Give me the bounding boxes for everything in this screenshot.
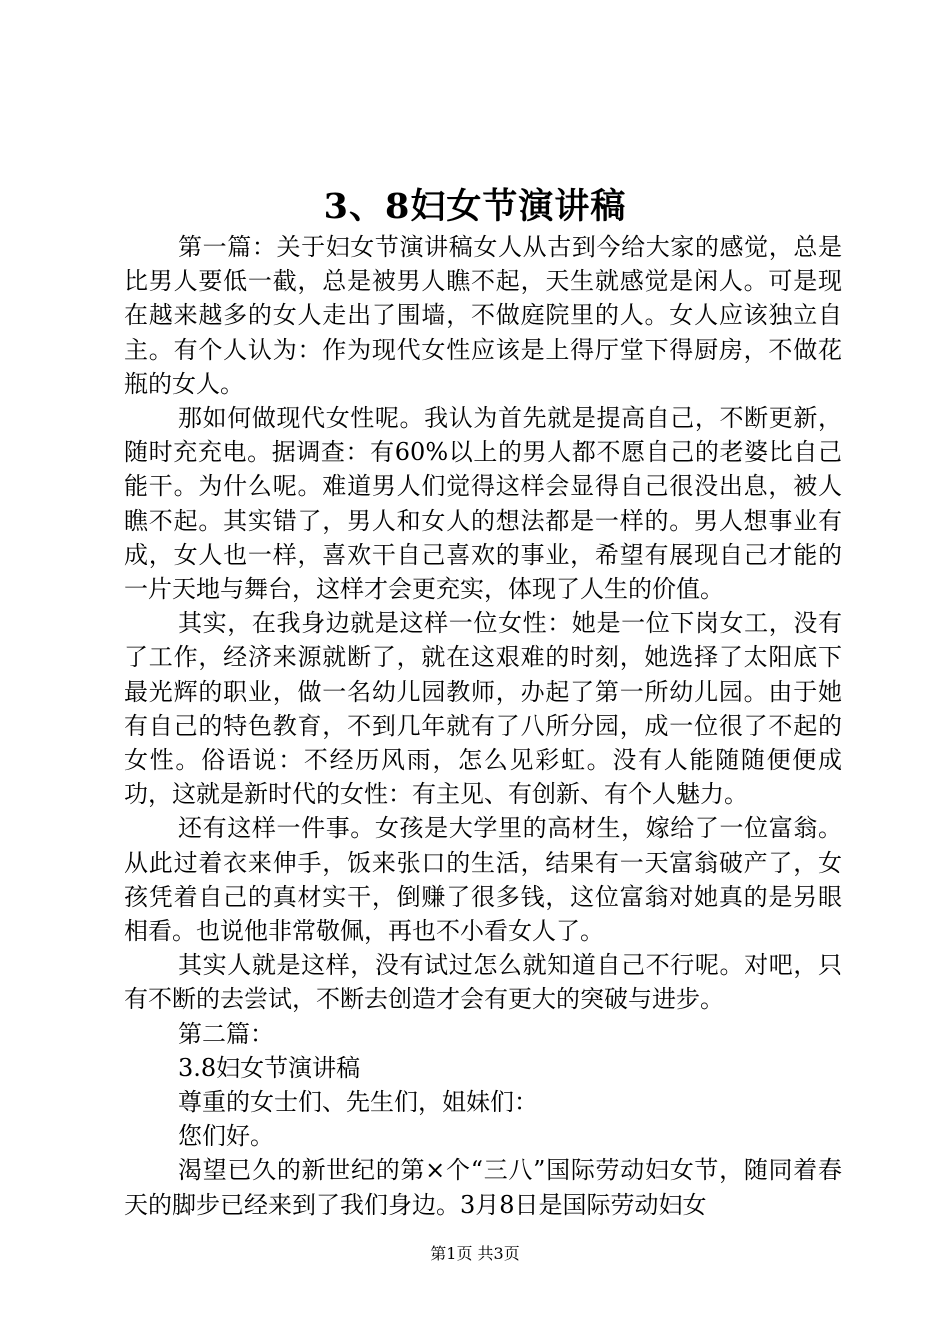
document-body	[124, 230, 842, 1222]
paragraph: 那如何做现代女性呢。我认为首先就是提高自己，不断更新，随时充充电。据调查：有60%以上的男人都不愿自己的老婆比自己能干。为什么呢。难道男人们觉得这样会显得自己很没出息，被人瞧不起。其实错了，男人和女人的想法都是一样的。男人想事业有成，女人也一样，喜欢干自己喜欢的事业，希望有展现自己才能的一片天地与舞台，这样才会更充实，体现了人生的价值。	[124, 404, 842, 604]
paragraph: 第一篇：关于妇女节演讲稿女人从古到今给大家的感觉，总是比男人要低一截，总是被男人瞧不起，天生就感觉是闲人。可是现在越来越多的女人走出了围墙，不做庭院里的人。女人应该独立自主。有个人认为：作为现代女性应该是上得厅堂下得厨房，不做花瓶的女人。	[124, 233, 842, 398]
salutation: 尊重的女士们、先生们，姐妹们：	[178, 1088, 538, 1117]
document-title: 3、8妇女节演讲稿	[323, 186, 627, 227]
paragraph: 还有这样一件事。女孩是大学里的高材生，嫁给了一位富翁。从此过着衣来伸手，饭来张口的生活，结果有一天富翁破产了，女孩凭着自己的真材实干，倒赚了很多钱，这位富翁对她真的是另眼相看。也说他非常敬佩，再也不小看女人了。	[124, 814, 842, 946]
section-heading: 第二篇：	[178, 1019, 274, 1048]
paragraph: 渴望已久的新世纪的第×个“三八”国际劳动妇女节，随同着春天的脚步已经来到了我们身边。3月8日是国际劳动妇女	[124, 1156, 842, 1219]
greeting: 您们好。	[178, 1122, 274, 1151]
page-footer: 第1页 共3页	[430, 1244, 520, 1263]
paragraph: 其实人就是这样，没有试过怎么就知道自己不行呢。对吧，只有不断的去尝试，不断去创造才会有更大的突破与进步。	[124, 951, 842, 1014]
paragraph: 其实，在我身边就是这样一位女性：她是一位下岗女工，没有了工作，经济来源就断了，就在这艰难的时刻，她选择了太阳底下最光辉的职业，做一名幼儿园教师，办起了第一所幼儿园。由于她有自己的特色教育，不到几年就有了八所分园，成一位很了不起的女性。俗语说：不经历风雨，怎么见彩虹。没有人能随随便便成功，这就是新时代的女性：有主见、有创新、有个人魅力。	[124, 609, 842, 809]
speech-title: 3.8妇女节演讲稿	[178, 1053, 361, 1082]
